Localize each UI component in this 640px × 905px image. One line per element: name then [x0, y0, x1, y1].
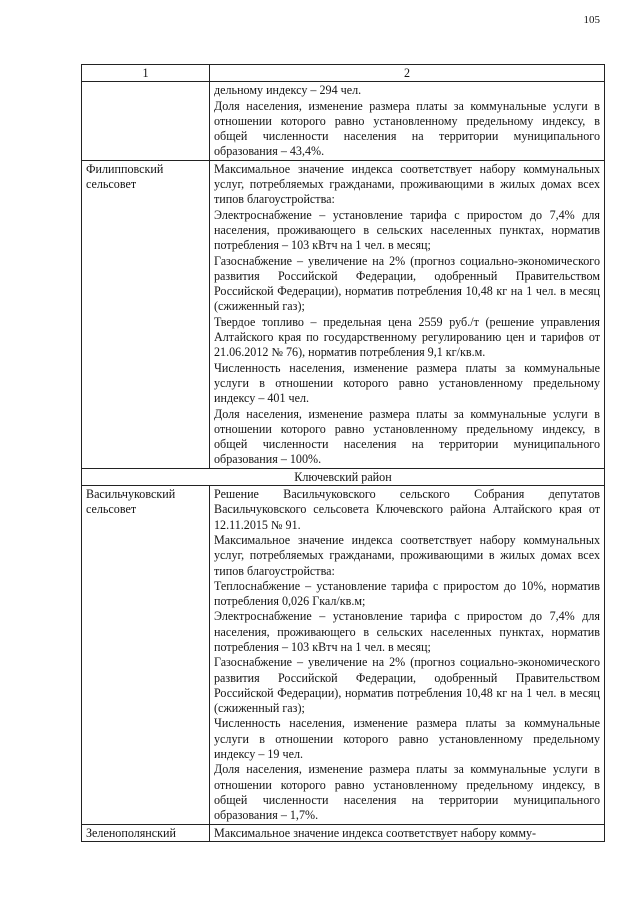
municipality-name: Филипповский сельсовет: [82, 160, 210, 468]
table-row-continuation: [82, 82, 605, 160]
paragraph: Теплоснабжение – установление тарифа с приростом до 10%, норматив потребления 0,026 Гкал/кв.м;: [214, 578, 600, 609]
table-row-filippovsky: [82, 160, 605, 468]
paragraph: Газоснабжение – увеличение на 2% (прогноз социально-экономического развития Российской Федерации, одобренный Правительством Российской Федерации), норматив потребления 10,48 кг на 1 чел. в месяц (сжиженный газ);: [214, 655, 600, 716]
paragraph: Максимальное значение индекса соответствует набору коммунальных услуг, потребляемых гражданами, проживающими в жилых домах всех типов благоустройства:: [214, 161, 600, 207]
paragraph: Электроснабжение – установление тарифа с приростом до 7,4% для населения, проживающего в сельских населенных пунктах, норматив потребления – 103 кВтч на 1 чел. в месяц;: [214, 207, 600, 253]
paragraph: Доля населения, изменение размера платы за коммунальные услуги в отношении которого равно установленному предельному индексу, в общей численности населения на территории муниципального образования – 1,7%.: [214, 762, 600, 823]
description-cell: [210, 486, 605, 825]
description-cell: [210, 82, 605, 160]
paragraph: Максимальное значение индекса соответствует набору комму-: [214, 825, 537, 840]
municipal-index-table: [81, 64, 605, 842]
district-heading: Ключевский район: [82, 468, 605, 485]
paragraph: Электроснабжение – установление тарифа с приростом до 7,4% для населения, проживающего в сельских населенных пунктах, норматив потребления – 103 кВтч на 1 чел. в месяц;: [214, 609, 600, 654]
table-header-row: [82, 65, 605, 82]
paragraph: Твердое топливо – предельная цена 2559 руб./т (решение управления Алтайского края по государственному регулированию цен и тарифов от 21.06.2012 № 76), норматив потребления 9,1 кг/кв.м.: [214, 314, 600, 360]
description-cell: [210, 824, 605, 841]
description-cell: [210, 160, 605, 468]
paragraph: Доля населения, изменение размера платы за коммунальные услуги в отношении которого равно установленному предельному индексу, в общей численности населения на территории муниципального образования – 100%.: [214, 406, 600, 467]
paragraph: Газоснабжение – увеличение на 2% (прогноз социально-экономического развития Российской Федерации, одобренный Правительством Российской Федерации), норматив потребления 10,48 кг на 1 чел. в месяц (сжиженный газ);: [214, 253, 600, 314]
municipality-cell-empty: [82, 82, 210, 160]
paragraph: Численность населения, изменение размера платы за коммунальные услуги в отношении которого равно установленному предельному индексу – 401 чел.: [214, 360, 600, 406]
paragraph: Доля населения, изменение размера платы за коммунальные услуги в отношении которого равно установленному предельному индексу, в общей численности населения на территории муниципального образования – 43,4%.: [214, 98, 600, 159]
district-row: [82, 468, 605, 485]
column-header-1: 1: [82, 65, 210, 82]
municipality-name: Зеленополянский: [82, 824, 210, 841]
paragraph: Численность населения, изменение размера платы за коммунальные услуги в отношении которого равно установленному предельному индексу – 19 чел.: [214, 716, 600, 762]
page-number: 105: [583, 14, 600, 26]
municipality-name: Васильчуковский сельсовет: [82, 486, 210, 825]
paragraph: дельному индексу – 294 чел.: [214, 83, 362, 98]
table-row-vasilchukovsky: [82, 486, 605, 825]
paragraph: Решение Васильчуковского сельского Собрания депутатов Васильчуковского сельсовета Ключевского района Алтайского края от 12.11.2015 № 91.: [214, 487, 600, 532]
column-header-2: 2: [210, 65, 605, 82]
paragraph: Максимальное значение индекса соответствует набору коммунальных услуг, потребляемых гражданами, проживающими в жилых домах всех типов благоустройства:: [214, 532, 600, 578]
table-row-zelenopolyansky: [82, 824, 605, 841]
